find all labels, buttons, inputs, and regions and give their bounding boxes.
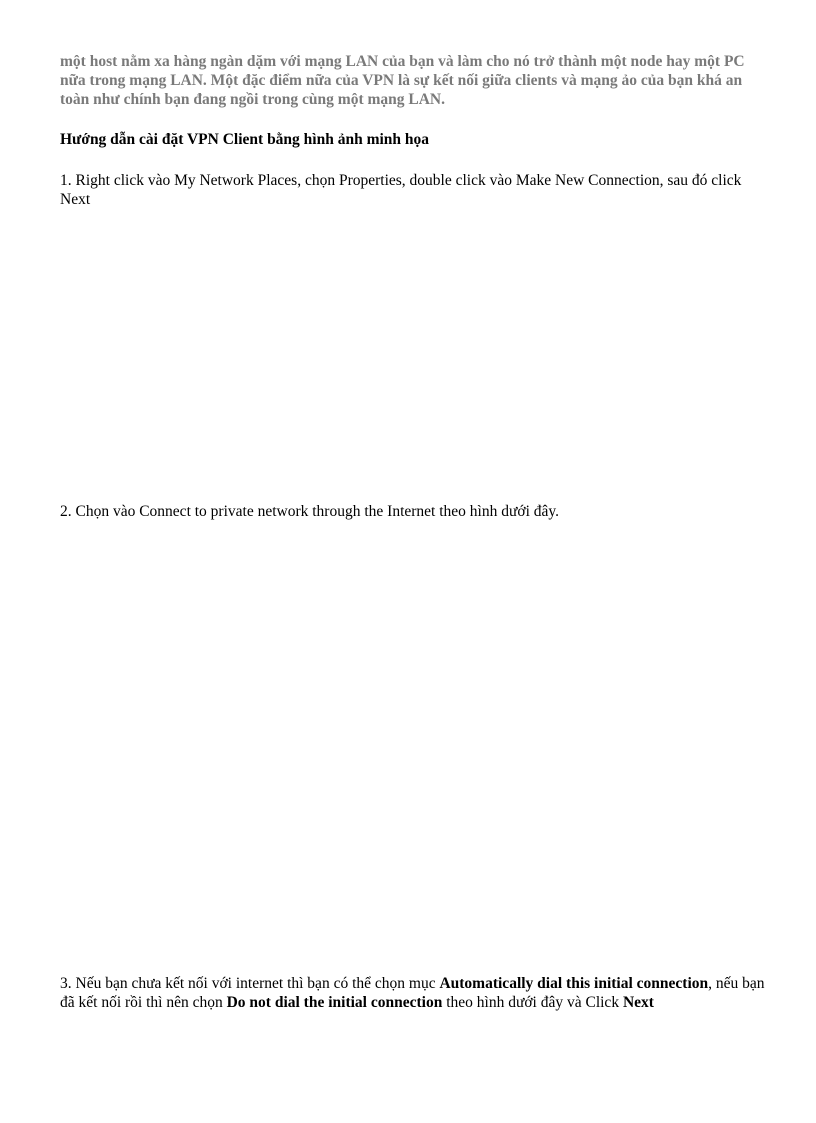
figure-placeholder-2 bbox=[60, 530, 772, 960]
step-3-paragraph bbox=[60, 974, 772, 1012]
step-3-bold-auto-dial: Automatically dial this initial connection bbox=[439, 975, 709, 992]
step-2-paragraph: 2. Chọn vào Connect to private network through the Internet theo hình dưới đây. bbox=[60, 503, 559, 520]
step-3-text-3: theo hình dưới đây và Click bbox=[442, 994, 623, 1011]
step-3-bold-do-not-dial: Do not dial the initial connection bbox=[226, 994, 443, 1011]
step-3-text-2: , nếu bạn đã kết nối rồi thì nên chọn bbox=[60, 975, 765, 1011]
step-3-bold-next: Next bbox=[622, 994, 654, 1011]
figure-placeholder-3 bbox=[60, 1020, 772, 1120]
figure-placeholder-1 bbox=[60, 215, 772, 485]
step-1-paragraph: 1. Right click vào My Network Places, chọn Properties, double click vào Make New Connection, sau đó click Next bbox=[60, 172, 742, 208]
section-heading: Hướng dẫn cài đặt VPN Client bằng hình ảnh minh họa bbox=[60, 131, 430, 148]
intro-paragraph: một host nằm xa hàng ngàn dặm với mạng LAN của bạn và làm cho nó trở thành một node hay một PC nữa trong mạng LAN. Một đặc điểm nữa của VPN là sự kết nối giữa clients và mạng ảo của bạn khá an toàn như chính bạn đang ngồi trong cùng một mạng LAN. bbox=[60, 53, 745, 108]
step-3-text-1: 3. Nếu bạn chưa kết nối với internet thì bạn có thể chọn mục bbox=[60, 975, 440, 992]
